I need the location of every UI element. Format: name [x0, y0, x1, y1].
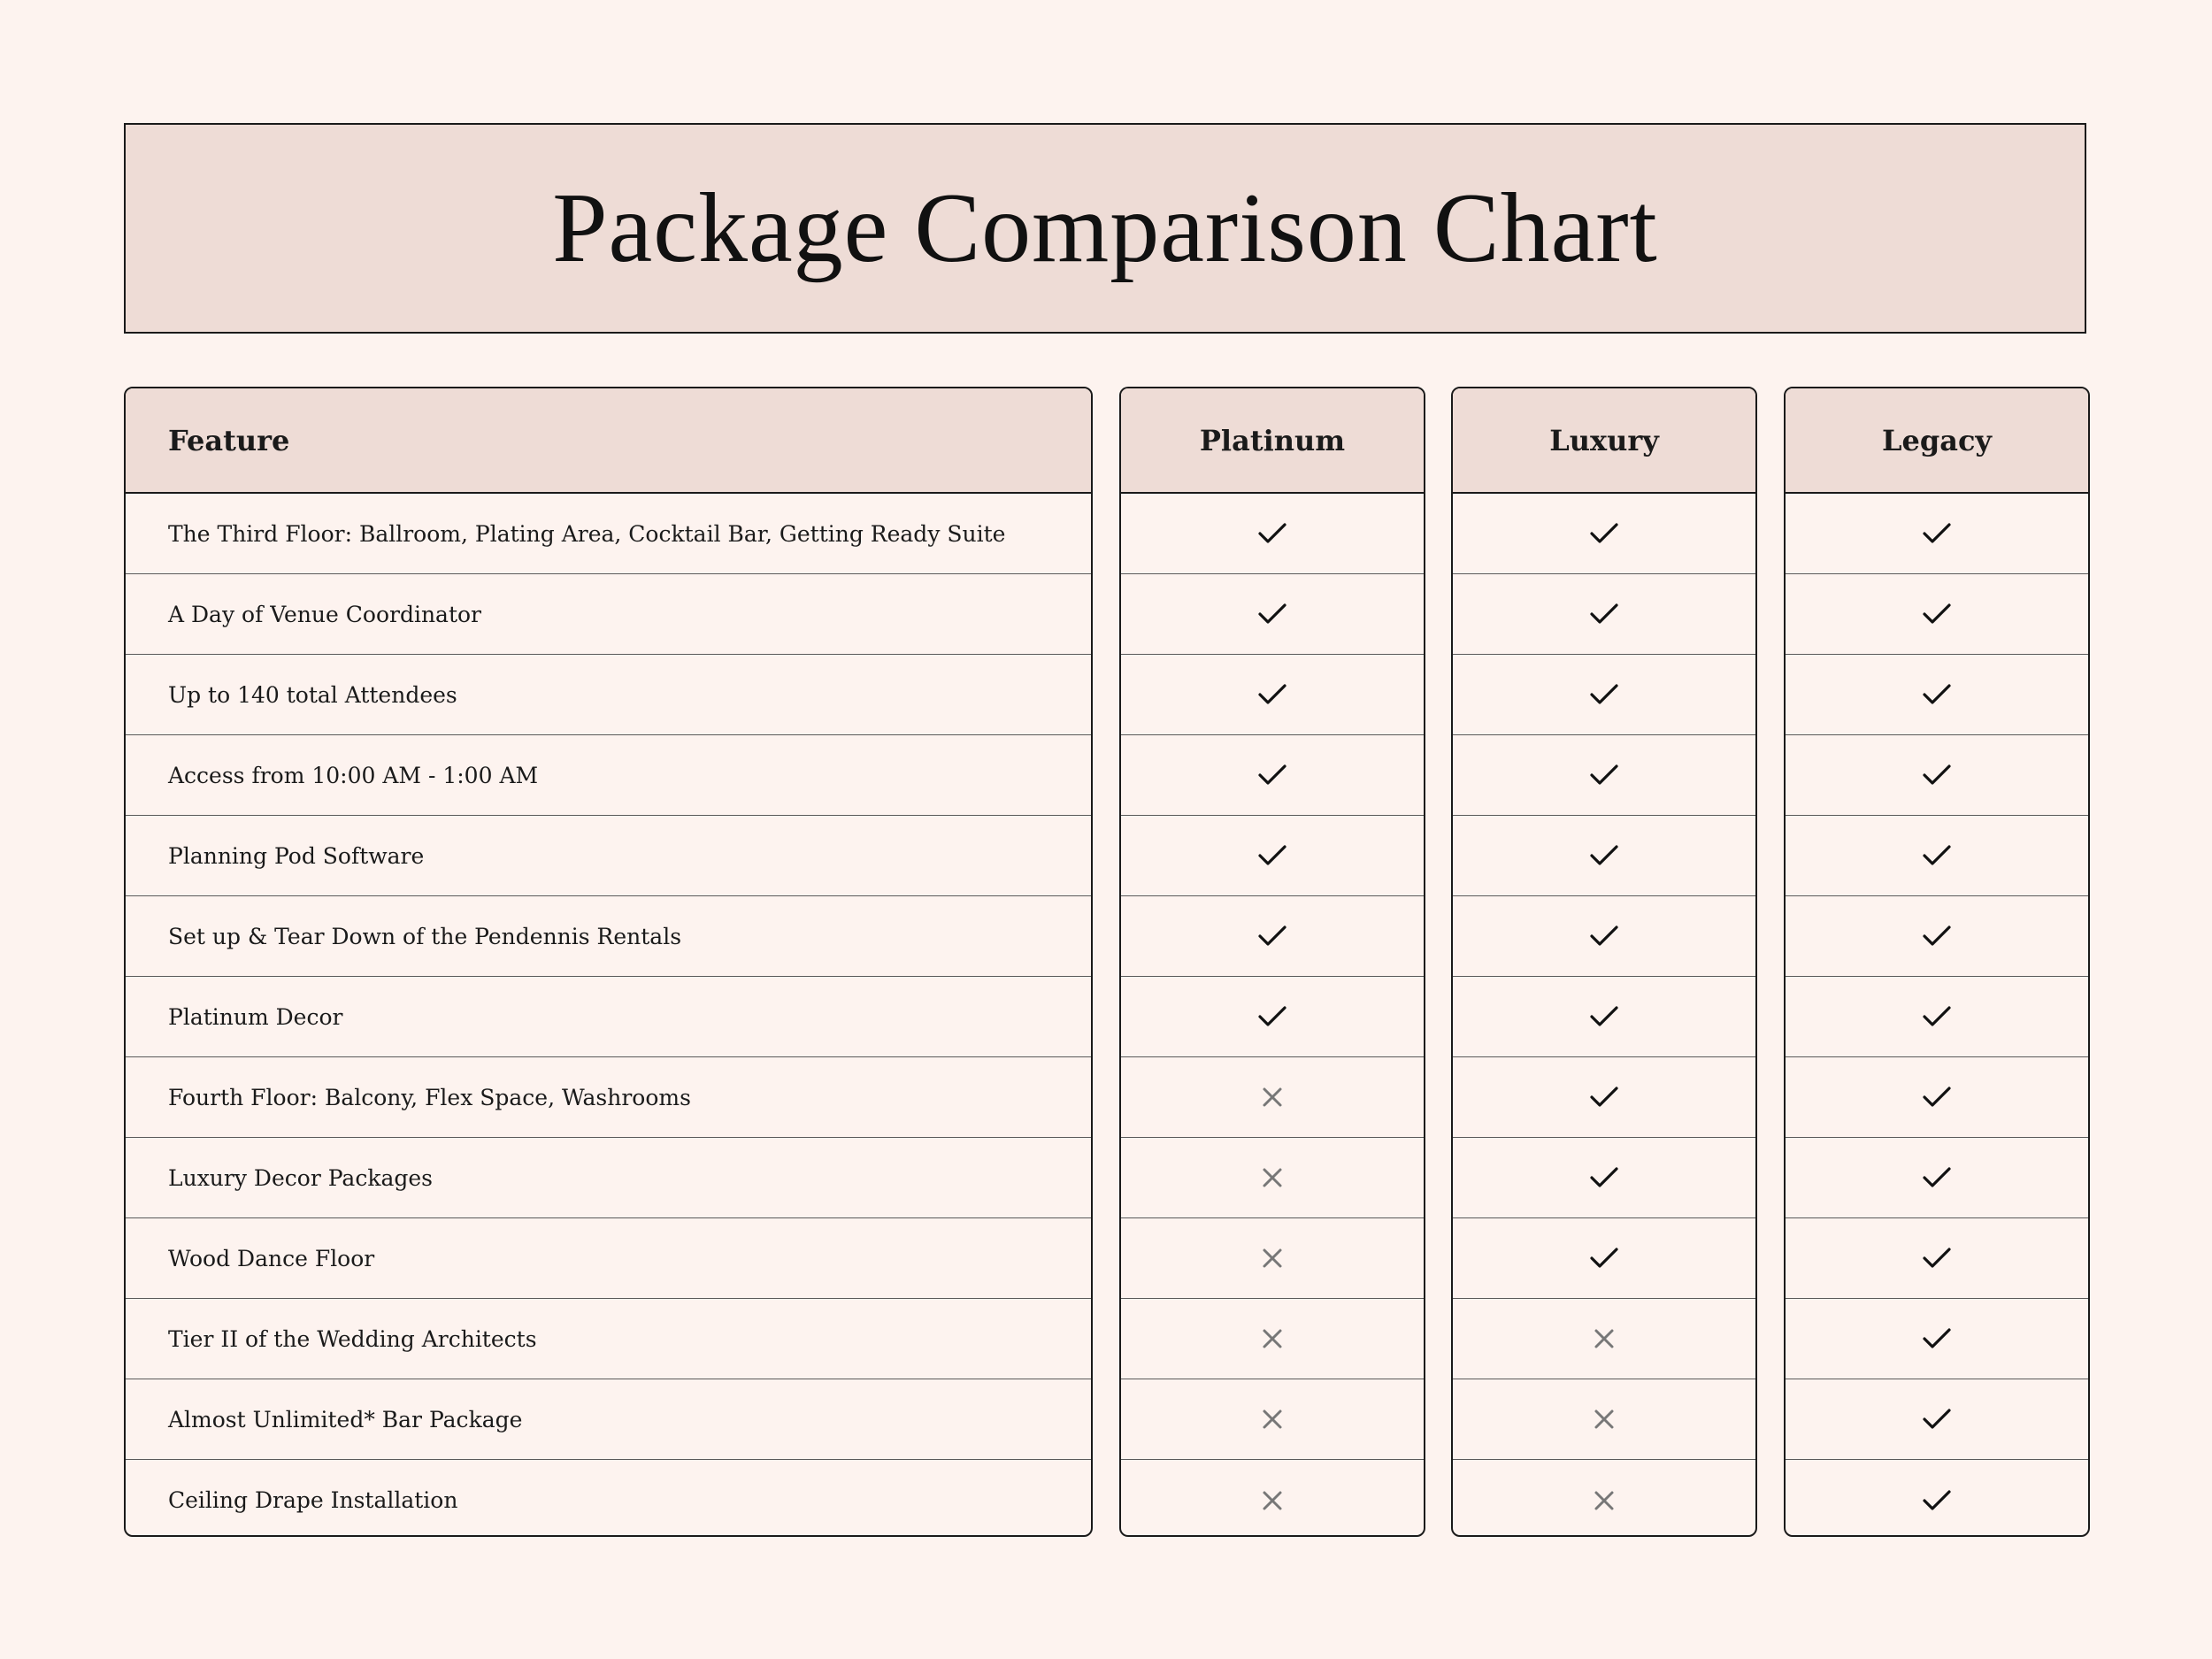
package-cell	[1786, 1299, 2088, 1379]
check-icon	[1589, 924, 1619, 949]
cross-icon	[1261, 1489, 1284, 1512]
package-cell	[1786, 977, 2088, 1057]
feature-cell: Fourth Floor: Balcony, Flex Space, Washrooms	[126, 1057, 1091, 1138]
package-cell	[1786, 896, 2088, 977]
check-icon	[1922, 1004, 1952, 1029]
package-cell	[1453, 494, 1755, 574]
title-banner	[124, 123, 2086, 334]
package-cell	[1121, 816, 1424, 896]
check-icon	[1589, 602, 1619, 626]
check-icon	[1257, 763, 1287, 787]
package-cell	[1121, 1218, 1424, 1299]
check-icon	[1589, 1085, 1619, 1110]
package-cell	[1121, 1138, 1424, 1218]
package-cell	[1121, 1299, 1424, 1379]
package-cell	[1121, 977, 1424, 1057]
package-header-luxury: Luxury	[1453, 388, 1755, 494]
check-icon	[1922, 1488, 1952, 1513]
cross-icon	[1261, 1166, 1284, 1189]
package-cell	[1786, 1218, 2088, 1299]
feature-cell: A Day of Venue Coordinator	[126, 574, 1091, 655]
package-cell	[1453, 1218, 1755, 1299]
feature-column-header: Feature	[126, 388, 1091, 494]
package-cell	[1453, 1299, 1755, 1379]
check-icon	[1257, 602, 1287, 626]
check-icon	[1257, 843, 1287, 868]
feature-cell: Ceiling Drape Installation	[168, 1487, 458, 1513]
package-cell	[1121, 1460, 1424, 1537]
feature-cell: Platinum Decor	[126, 977, 1091, 1057]
cross-icon	[1593, 1408, 1616, 1431]
check-icon	[1257, 682, 1287, 707]
package-column-platinum	[1119, 387, 1425, 1537]
package-cell	[1121, 735, 1424, 816]
feature-cell: Set up & Tear Down of the Pendennis Rentals	[126, 896, 1091, 977]
package-cell	[1121, 655, 1424, 735]
package-cell	[1453, 977, 1755, 1057]
package-cell	[1786, 1379, 2088, 1460]
check-icon	[1922, 1326, 1952, 1351]
check-icon	[1922, 521, 1952, 546]
package-cell	[1786, 816, 2088, 896]
feature-cell: Tier II of the Wedding Architects	[126, 1299, 1091, 1379]
package-cell	[1786, 494, 2088, 574]
package-cell	[1786, 735, 2088, 816]
cross-icon	[1593, 1327, 1616, 1350]
cross-icon	[1261, 1086, 1284, 1109]
package-cell	[1121, 574, 1424, 655]
package-header-platinum: Platinum	[1121, 388, 1424, 494]
feature-cell: Access from 10:00 AM - 1:00 AM	[126, 735, 1091, 816]
package-cell	[1453, 1379, 1755, 1460]
check-icon	[1589, 1004, 1619, 1029]
package-cell	[1786, 1460, 2088, 1537]
check-icon	[1922, 1085, 1952, 1110]
check-icon	[1922, 924, 1952, 949]
cross-icon	[1261, 1247, 1284, 1270]
package-cell	[1453, 1138, 1755, 1218]
check-icon	[1922, 843, 1952, 868]
package-column-luxury	[1451, 387, 1757, 1537]
package-cell	[1786, 1057, 2088, 1138]
feature-column	[124, 387, 1093, 1537]
check-icon	[1922, 1246, 1952, 1271]
cross-icon	[1261, 1408, 1284, 1431]
package-cell	[1453, 1057, 1755, 1138]
check-icon	[1922, 763, 1952, 787]
page-title: Package Comparison Chart	[552, 173, 1658, 283]
package-cell	[1453, 896, 1755, 977]
package-cell	[1121, 896, 1424, 977]
check-icon	[1257, 521, 1287, 546]
package-column-legacy	[1784, 387, 2090, 1537]
package-cell	[1121, 1057, 1424, 1138]
check-icon	[1589, 1246, 1619, 1271]
package-cell	[1786, 574, 2088, 655]
package-header-legacy: Legacy	[1786, 388, 2088, 494]
package-cell	[1121, 494, 1424, 574]
feature-cell: The Third Floor: Ballroom, Plating Area, Cocktail Bar, Getting Ready Suite	[126, 494, 1091, 574]
package-cell	[1453, 574, 1755, 655]
check-icon	[1257, 1004, 1287, 1029]
package-cell	[1786, 1138, 2088, 1218]
check-icon	[1589, 763, 1619, 787]
feature-cell: Up to 140 total Attendees	[126, 655, 1091, 735]
feature-cell: Almost Unlimited* Bar Package	[126, 1379, 1091, 1460]
check-icon	[1922, 1165, 1952, 1190]
cross-icon	[1593, 1489, 1616, 1512]
check-icon	[1589, 1165, 1619, 1190]
package-cell	[1453, 1460, 1755, 1537]
check-icon	[1589, 521, 1619, 546]
check-icon	[1257, 924, 1287, 949]
check-icon	[1589, 682, 1619, 707]
feature-cell: Luxury Decor Packages	[126, 1138, 1091, 1218]
feature-cell: Wood Dance Floor	[126, 1218, 1091, 1299]
package-cell	[1121, 1379, 1424, 1460]
check-icon	[1922, 602, 1952, 626]
package-cell	[1453, 655, 1755, 735]
package-cell	[1453, 816, 1755, 896]
cross-icon	[1261, 1327, 1284, 1350]
feature-cell: Planning Pod Software	[126, 816, 1091, 896]
check-icon	[1922, 682, 1952, 707]
check-icon	[1922, 1407, 1952, 1432]
check-icon	[1589, 843, 1619, 868]
package-cell	[1453, 735, 1755, 816]
package-cell	[1786, 655, 2088, 735]
